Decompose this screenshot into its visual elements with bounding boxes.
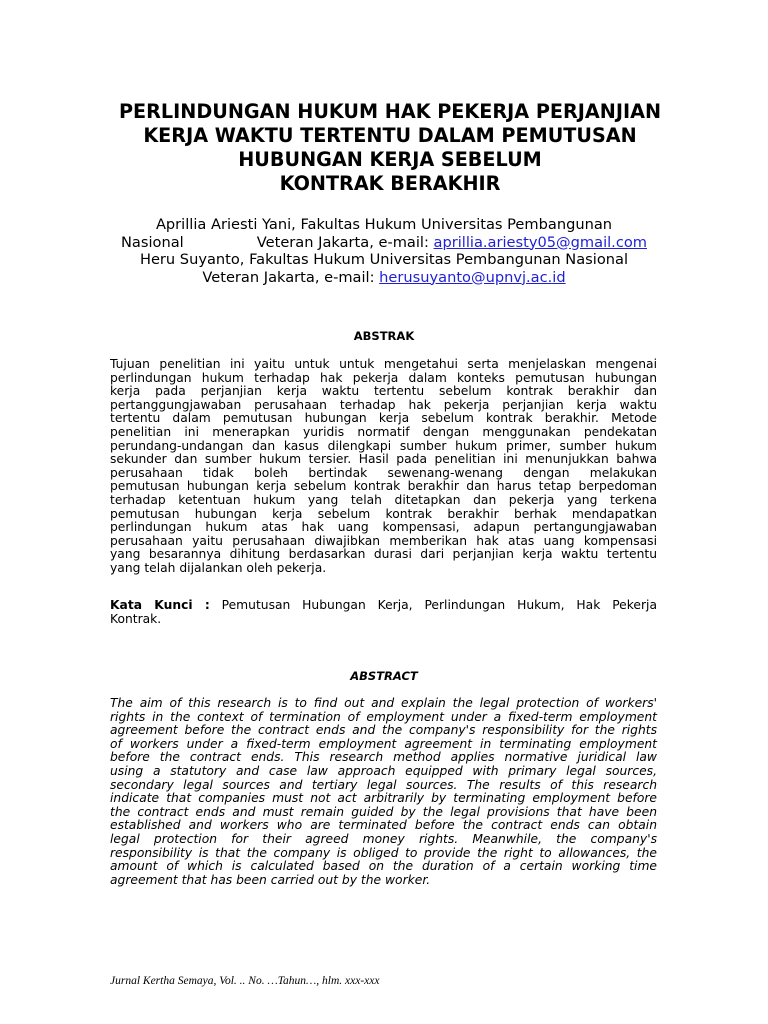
- abstract-line: rights in the context of termination of employment under a fixed-term employment: [110, 709, 657, 724]
- abstrak-line: perusahaan tidak boleh bertindak sewenang-wenang dengan melakukan: [110, 465, 657, 480]
- email-prefix: Veteran Jakarta, e-mail:: [256, 233, 429, 251]
- keywords-text: Pemutusan Hubungan Kerja, Perlindungan Hukum, Hak Pekerja: [221, 598, 657, 612]
- abstrak-line: pertanggungjawaban perusahaan terhadap hak pekerja perjanjian kerja waktu: [110, 397, 657, 412]
- author-line-3: Heru Suyanto, Fakultas Hukum Universitas Pembangunan Nasional: [139, 251, 629, 268]
- abstrak-line: perlindungan hukum terhadap hak pekerja dalam konteks pemutusan hubungan: [110, 370, 657, 385]
- abstrak-line: pemutusan hubungan kerja sebelum kontrak berakhir dan harus tetap berpedoman: [110, 479, 657, 494]
- email-prefix: Veteran Jakarta, e-mail:: [202, 268, 375, 286]
- abstrak-line: perusahaan yaitu perusahaan diwajibkan memberikan hak atas uang kompensasi: [110, 533, 657, 548]
- title-line: HUBUNGAN KERJA SEBELUM: [238, 148, 542, 171]
- abstract-line: legal protection for their agreed money rights. Meanwhile, the company's: [110, 831, 657, 846]
- keywords-label: Kata Kunci :: [110, 598, 210, 612]
- abstrak-line: perundang-undangan dan kasus dilengkapi sumber hukum primer, sumber hukum: [110, 438, 657, 453]
- abstrak-line: tertentu dalam pemutusan hubungan kerja sebelum kontrak berakhir. Metode: [110, 411, 657, 426]
- title-line: PERLINDUNGAN HUKUM HAK PEKERJA PERJANJIAN: [118, 100, 662, 123]
- abstrak-line: penelitian ini menerapkan yuridis normatif dengan menggunakan pendekatan: [110, 424, 657, 439]
- title-line: KERJA WAKTU TERTENTU DALAM PEMUTUSAN: [143, 124, 637, 147]
- abstrak-body: [110, 358, 657, 576]
- author-affiliation-part: Nasional: [121, 233, 184, 251]
- abstrak-line: sekunder dan sumber hukum tersier. Hasil pada penelitian ini menunjukkan bahwa: [110, 452, 657, 467]
- abstract-line: established and workers who are terminated before the contract ends can obtain: [110, 818, 657, 833]
- abstract-line: agreement before the contract ends and the company's responsibility for the rights: [110, 723, 657, 738]
- abstract-line: before the contract ends. This research method applies normative juridical law: [110, 750, 657, 765]
- title-line: KONTRAK BERAKHIR: [279, 172, 501, 195]
- journal-footer: Jurnal Kertha Semaya, Vol. .. No. …Tahun…, hlm. xxx-xxx: [110, 975, 380, 987]
- author-affiliation-email: [257, 234, 647, 252]
- author-line-4: [100, 269, 668, 287]
- abstrak-line: Tujuan penelitian ini yaitu untuk untuk mengetahui serta menjelaskan mengenai: [110, 357, 657, 371]
- abstract-body: [110, 697, 657, 887]
- email-link-author-1[interactable]: aprillia.ariesty05@gmail.com: [433, 233, 647, 251]
- keywords-line-2: Kontrak.: [110, 611, 162, 626]
- abstract-line: agreement that has been carried out by the worker.: [110, 872, 431, 887]
- abstract-line: responsibility is that the company is obliged to provide the right to allowances, the: [110, 845, 657, 860]
- abstract-line: the contract ends and must remain guided by the legal provisions that have been: [110, 804, 657, 819]
- abstrak-line: pemutusan hubungan kerja sebelum kontrak berakhir berhak mendapatkan: [110, 506, 657, 521]
- abstrak-line: yang besarannya dihitung berdasarkan durasi dari perjanjian kerja waktu tertentu: [110, 547, 657, 562]
- abstrak-heading: ABSTRAK: [353, 329, 415, 343]
- abstract-line: amount of which is calculated based on the duration of a certain working time: [110, 859, 657, 874]
- abstract-line: using a statutory and case law approach equipped with primary legal sources,: [110, 763, 657, 778]
- abstract-heading: ABSTRACT: [350, 669, 418, 683]
- abstrak-line: yang telah dijalankan oleh pekerja.: [110, 560, 327, 575]
- keywords-block: [110, 599, 657, 626]
- author-line-2: [100, 234, 668, 252]
- abstrak-line: terhadap ketentuan hukum yang telah ditetapkan dan pekerja yang terkena: [110, 492, 657, 507]
- paper-title: [80, 100, 700, 196]
- abstract-line: indicate that companies must not act arbitrarily by terminating employment before: [110, 791, 657, 806]
- author-block: [100, 216, 668, 286]
- email-link-author-2[interactable]: herusuyanto@upnvj.ac.id: [379, 268, 566, 286]
- abstract-line: of workers under a fixed-term employment agreement in terminating employment: [110, 736, 657, 751]
- keywords-line-1: [110, 599, 657, 613]
- abstrak-line: kerja pada perjanjian kerja waktu tertentu sebelum kontrak berakhir dan: [110, 384, 657, 399]
- abstract-line: secondary legal sources and tertiary legal sources. The results of this research: [110, 777, 657, 792]
- author-line-1: Aprillia Ariesti Yani, Fakultas Hukum Universitas Pembangunan: [155, 216, 613, 233]
- abstrak-line: perlindungan hukum atas hak uang kompensasi, adapun pertangungjawaban: [110, 520, 657, 535]
- abstract-line: The aim of this research is to find out and explain the legal protection of workers': [110, 696, 657, 710]
